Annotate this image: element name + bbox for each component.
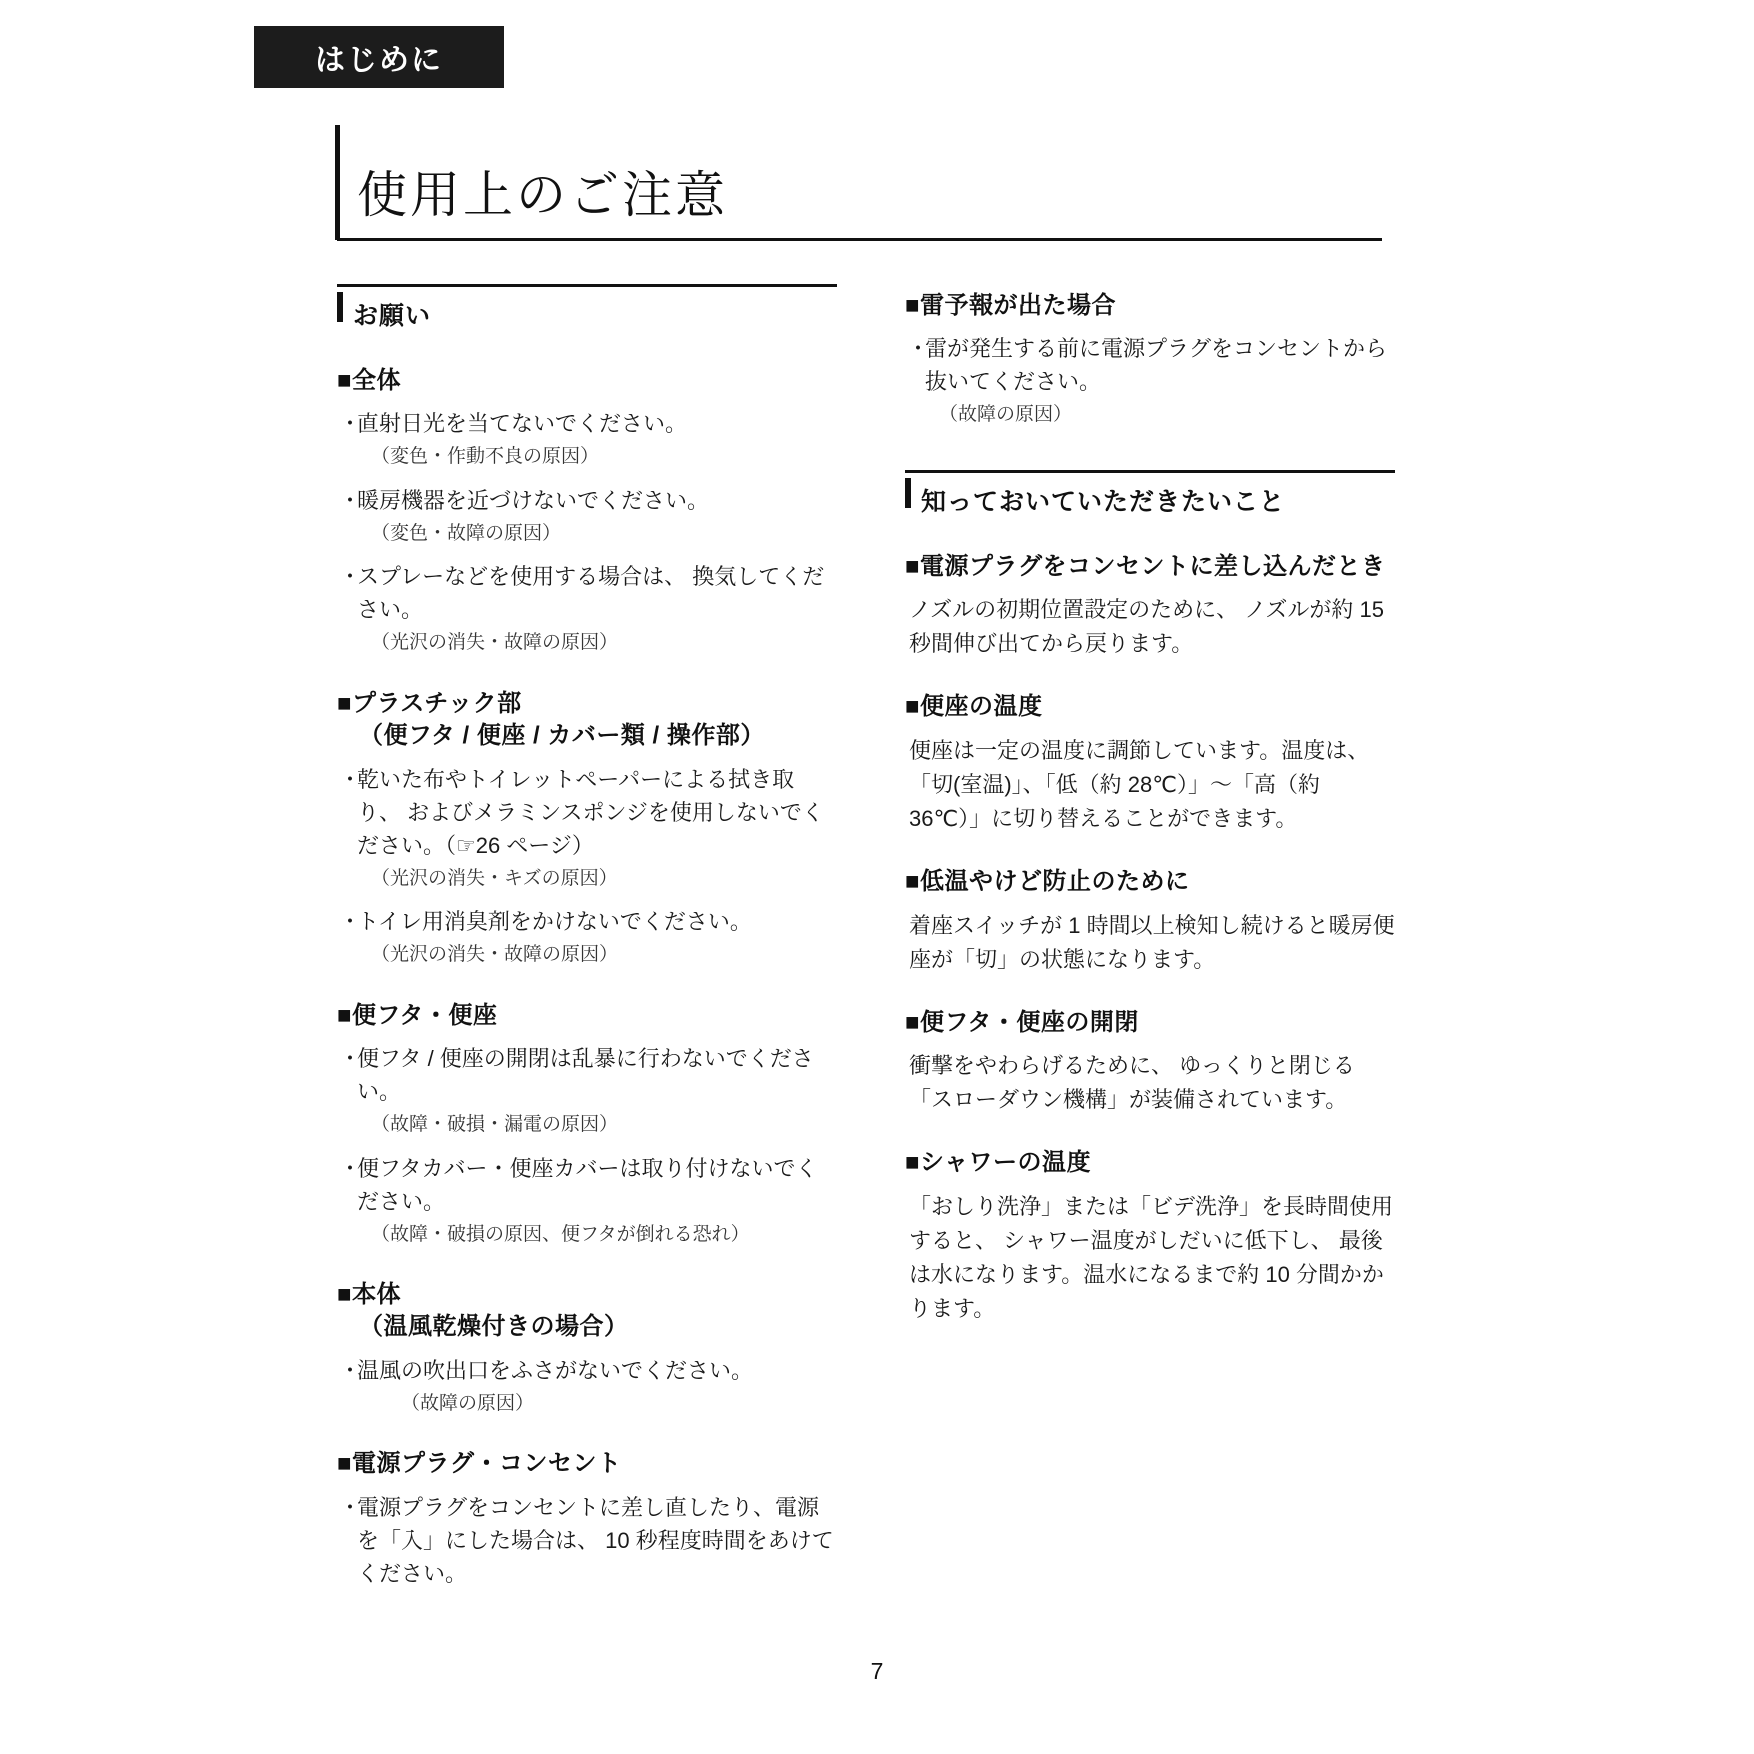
list-item xyxy=(337,1354,837,1419)
item-note: （光沢の消失・キズの原因） xyxy=(371,867,618,889)
item-note: （変色・故障の原因） xyxy=(371,522,562,544)
group-heading: ■便フタ・便座の開閉 xyxy=(905,1008,1139,1036)
bullet-list xyxy=(337,407,837,658)
section-tab: はじめに xyxy=(254,26,504,88)
list-item xyxy=(905,332,1395,430)
item-note: （光沢の消失・故障の原因） xyxy=(371,632,619,654)
bullet-icon: ・ xyxy=(339,766,362,792)
group-paragraph: 「おしり洗浄」または「ビデ洗浄」を長時間使用すると、 シャワー温度がしだいに低下し、 最後は水になります。温水になるまで約 10 分間かかります。 xyxy=(909,1193,1394,1321)
item-text: 便フタ / 便座の開閉は乱暴に行わないでください。 xyxy=(357,1046,814,1105)
list-item xyxy=(337,905,837,970)
section-heading: お願い xyxy=(337,290,837,339)
item-text: 雷が発生する前に電源プラグをコンセントから抜いてください。 xyxy=(925,336,1388,395)
right-column xyxy=(905,290,1395,1356)
group-plug-inserted xyxy=(905,551,1395,662)
item-note: （故障・破損の原因、便フタが倒れる恐れ） xyxy=(371,1223,750,1245)
group-heading: ■便フタ・便座 xyxy=(337,1001,498,1029)
item-text: 電源プラグをコンセントに差し直したり、電源を「入」にした場合は、 10 秒程度時間をあけてください。 xyxy=(357,1494,834,1586)
group-heading-line2: （温風乾燥付きの場合） xyxy=(359,1313,629,1341)
group-heading-line1: ■プラスチック部 xyxy=(337,689,522,717)
page-title-block xyxy=(337,125,1382,245)
group-heading: ■全体 xyxy=(337,367,401,394)
item-text: 暖房機器を近づけないでください。 xyxy=(357,487,710,513)
bullet-icon: ・ xyxy=(339,564,362,590)
page-title: 使用上のご注意 xyxy=(357,167,728,223)
bullet-icon: ・ xyxy=(339,1494,362,1520)
item-note: （変色・作動不良の原因） xyxy=(371,446,600,468)
bullet-icon: ・ xyxy=(339,1357,362,1383)
bullet-icon: ・ xyxy=(339,487,362,513)
list-item xyxy=(337,1491,837,1590)
list-item xyxy=(337,763,837,894)
group-paragraph: ノズルの初期位置設定のために、 ノズルが約 15 秒間伸び出てから戻ります。 xyxy=(909,597,1384,657)
section-onegai xyxy=(337,290,837,339)
bullet-icon: ・ xyxy=(907,336,930,362)
item-text: スプレーなどを使用する場合は、 換気してください。 xyxy=(357,564,825,623)
group-heading: ■便座の温度 xyxy=(905,693,1043,721)
item-note: （光沢の消失・故障の原因） xyxy=(371,944,619,966)
group-heading xyxy=(337,688,837,753)
page-number: 7 xyxy=(870,1658,884,1684)
group-heading: ■雷予報が出た場合 xyxy=(905,292,1116,319)
group-seat-temp xyxy=(905,691,1395,836)
bullet-icon: ・ xyxy=(339,1155,362,1181)
group-lowtemp-burn xyxy=(905,866,1395,977)
group-thunder xyxy=(905,290,1395,430)
left-column xyxy=(337,290,837,1620)
list-item xyxy=(337,1042,837,1140)
item-note: （故障の原因） xyxy=(401,1392,535,1414)
list-item xyxy=(337,484,837,549)
item-text: 便フタカバー・便座カバーは取り付けないでください。 xyxy=(357,1155,818,1214)
group-heading-line1: ■本体 xyxy=(337,1281,401,1309)
group-lid-open-close xyxy=(905,1007,1395,1118)
item-text: トイレ用消臭剤をかけないでください。 xyxy=(357,909,752,935)
item-note: （故障の原因） xyxy=(939,404,1073,426)
group-paragraph: 着座スイッチが 1 時間以上検知し続けると暖房便座が「切」の状態になります。 xyxy=(909,912,1395,972)
bullet-list xyxy=(337,1354,837,1419)
list-item xyxy=(337,560,837,658)
bullet-list xyxy=(337,1042,837,1249)
item-text: 温風の吹出口をふさがないでください。 xyxy=(357,1357,754,1383)
group-plastic xyxy=(337,688,837,970)
group-heading: ■シャワーの温度 xyxy=(905,1149,1092,1177)
group-heading xyxy=(337,1279,837,1344)
bullet-icon: ・ xyxy=(339,909,362,935)
bullet-list xyxy=(337,763,837,970)
item-text: 直射日光を当てないでください。 xyxy=(357,411,688,437)
bullet-list xyxy=(337,1491,837,1590)
item-note: （故障・破損・漏電の原因） xyxy=(371,1114,619,1136)
group-heading-line2: （便フタ / 便座 / カバー類 / 操作部） xyxy=(359,722,765,750)
section-know xyxy=(905,476,1395,525)
bullet-icon: ・ xyxy=(339,1046,362,1072)
list-item xyxy=(337,1152,837,1250)
group-paragraph: 便座は一定の温度に調節しています。温度は、「切(室温)」、「低（約 28℃）」～「高（約 36℃）」に切り替えることができます。 xyxy=(909,737,1370,832)
item-text: 乾いた布やトイレットペーパーによる拭き取り、 およびメラミンスポンジを使用しないでください。（☞26 ページ） xyxy=(357,766,824,858)
section-heading: 知っておいていただきたいこと xyxy=(905,476,1395,525)
group-shower-temp xyxy=(905,1147,1395,1326)
title-left-rule xyxy=(335,125,340,240)
group-zentai xyxy=(337,365,837,658)
list-item xyxy=(337,407,837,472)
group-heading: ■電源プラグをコンセントに差し込んだとき xyxy=(905,552,1386,580)
group-paragraph: 衝撃をやわらげるために、 ゆっくりと閉じる「スローダウン機構」が装備されています。 xyxy=(909,1053,1355,1113)
group-power-plug xyxy=(337,1448,837,1589)
group-heading: ■低温やけど防止のために xyxy=(905,868,1190,896)
title-underline xyxy=(337,238,1382,241)
group-lid-seat xyxy=(337,1000,837,1249)
group-main-body xyxy=(337,1279,837,1418)
bullet-icon: ・ xyxy=(339,411,362,437)
bullet-list xyxy=(905,332,1395,430)
group-heading: ■電源プラグ・コンセント xyxy=(337,1450,622,1478)
